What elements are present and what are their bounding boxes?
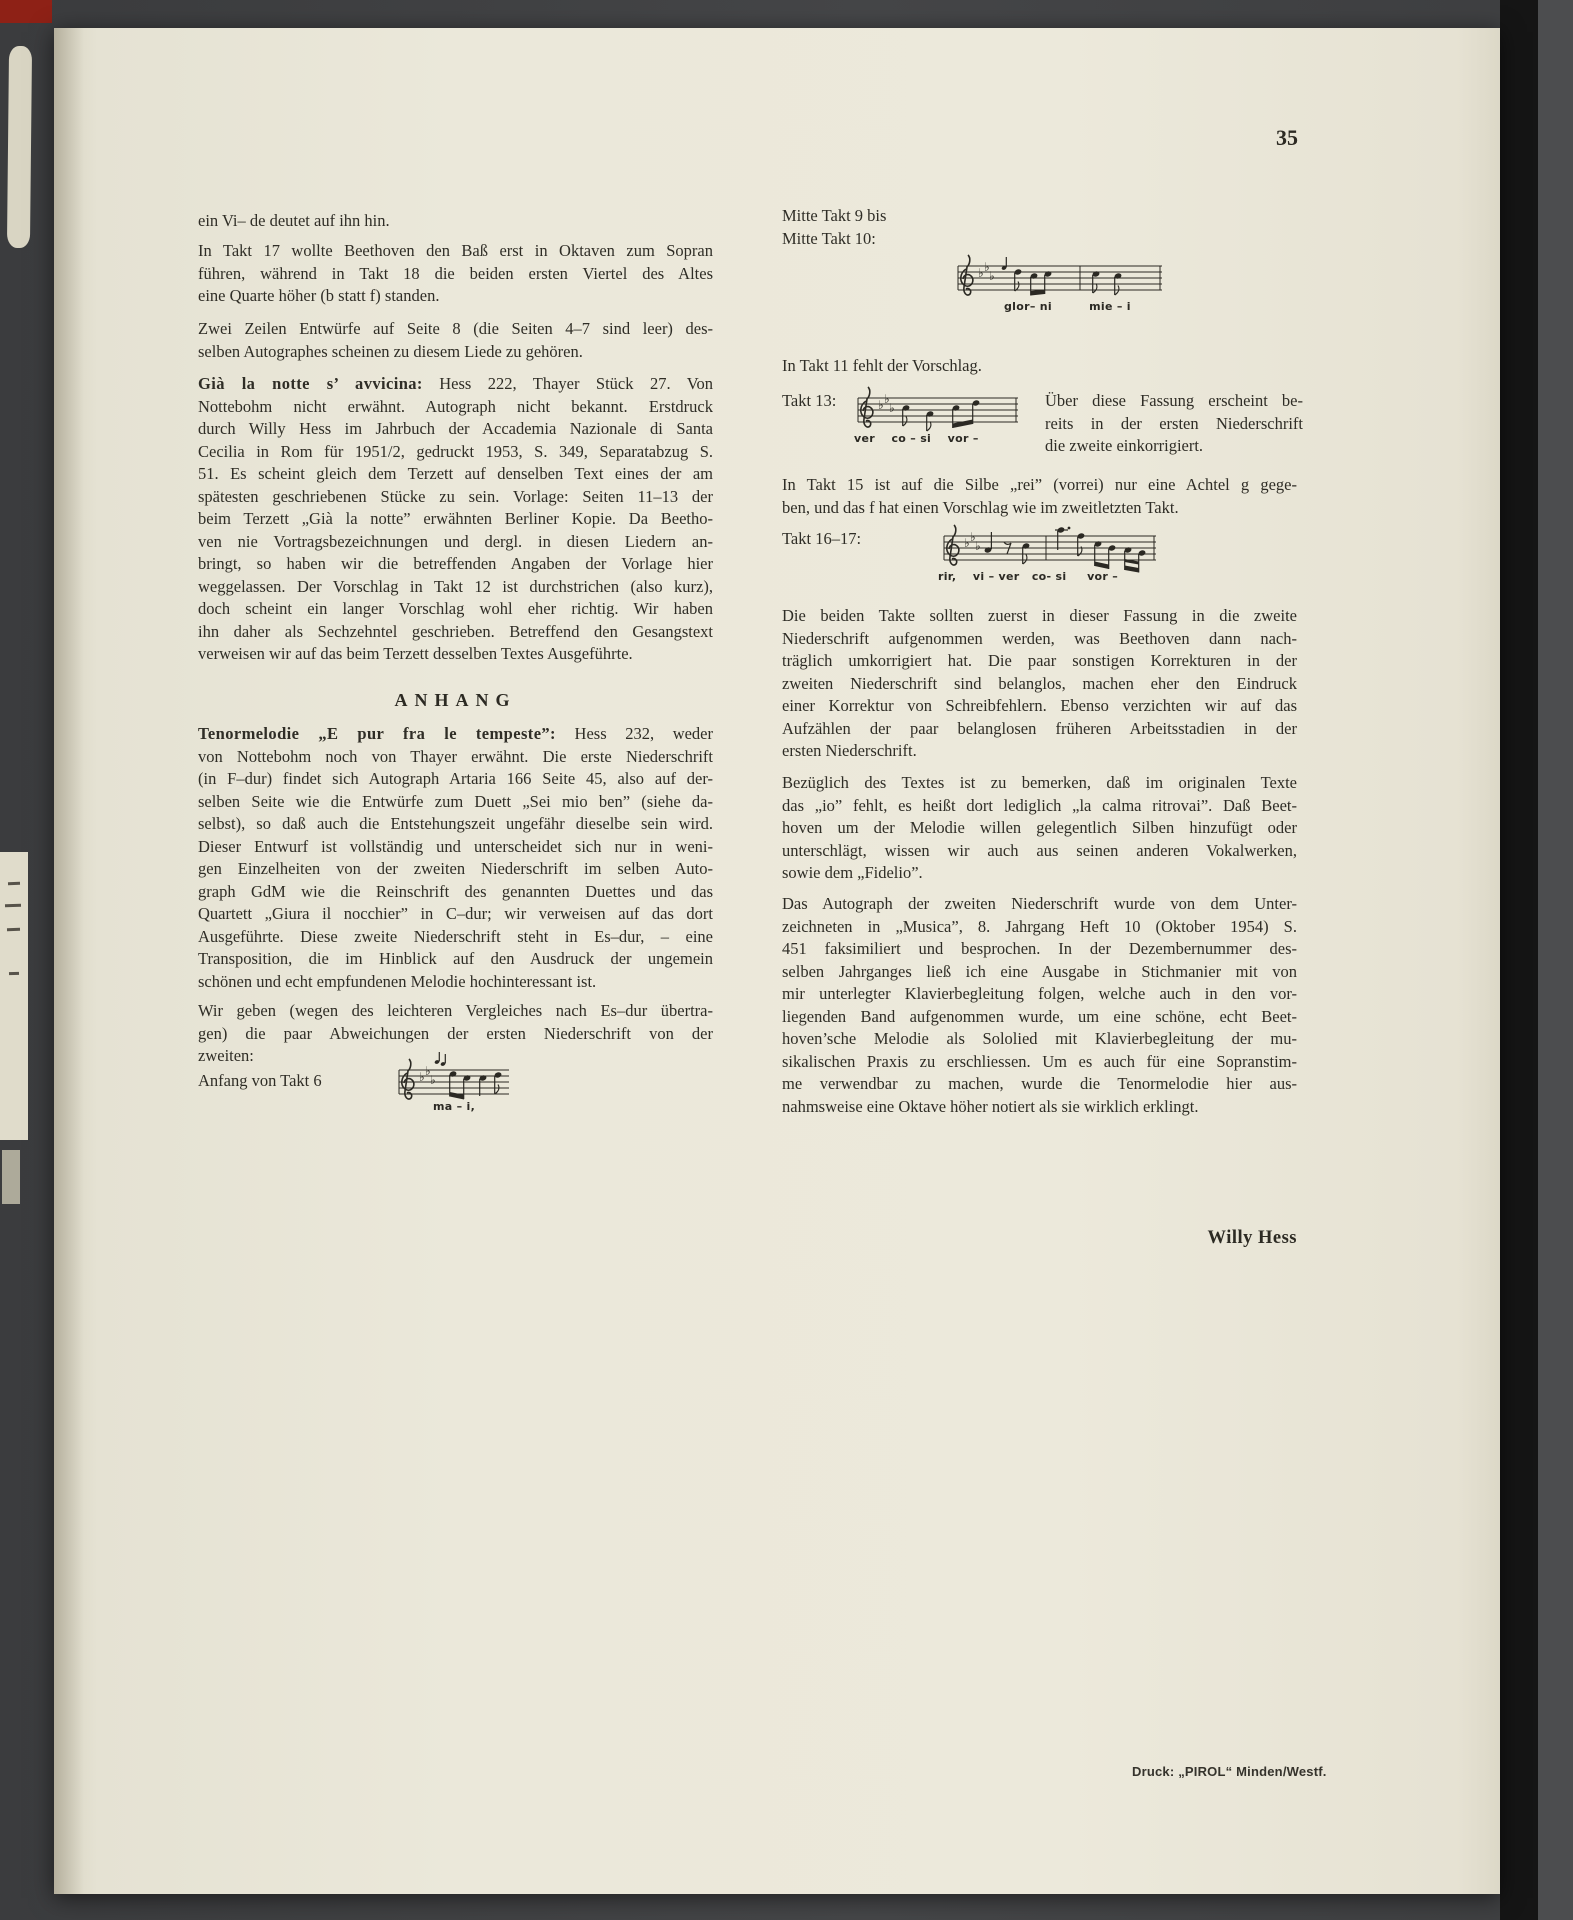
text-line: schönen und echt empfundenen Melodie hochinteressant ist. xyxy=(198,971,597,991)
key-signature-flats xyxy=(978,260,995,283)
text-line: Wir geben (wegen des leichteren Vergleiches nach Es–dur übertra- xyxy=(198,1001,713,1020)
text-line: Zwei Zeilen Entwürfe auf Seite 8 (die Seiten 4–7 sind leer) des- xyxy=(198,319,713,338)
takt9-10-lyrics: glor– ni mie – i xyxy=(1004,300,1131,313)
text-line: gen) die paar Abweichungen der ersten Niederschrift von der xyxy=(198,1023,713,1043)
right-binding-strip xyxy=(1500,0,1538,1920)
text-line: von Nottebohm noch von Thayer erwähnt. Die erste Niederschrift xyxy=(198,746,713,766)
text-line: Ausgeführte. Diese zweite Niederschrift steht in Es–dur, – eine xyxy=(198,926,713,946)
text-line: bringt, so haben wir die betreffenden Angaben der Vorlage hier xyxy=(198,554,713,573)
paragraph-die-beiden-takte xyxy=(782,605,1297,763)
spine-shadow xyxy=(54,28,84,1894)
book-page xyxy=(54,28,1500,1894)
text-line: zeichneten in „Musica”, 8. Jahrgang Heft 10 (Oktober 1954) S. xyxy=(782,916,1297,936)
page-edge-sliver-marked xyxy=(0,852,28,1140)
text-line: beim Terzett „Già la notte” erwähnten Berliner Kopie. Da Beetho- xyxy=(198,509,713,528)
treble-clef-icon xyxy=(947,525,959,565)
text-line: graph GdM wie die Reinschrift des genannten Duettes und das xyxy=(198,881,713,901)
text-line: Niederschrift aufgenommen werden, was Beethoven dann nach- xyxy=(782,628,1297,648)
text-line: sikalischen Praxis zu erschliessen. Um es auch für eine Sopranstim- xyxy=(782,1051,1297,1071)
paragraph-tenormelodie xyxy=(198,723,713,993)
text-line: (in F–dur) findet sich Autograph Artaria 166 Seite 45, also auf der- xyxy=(198,769,713,788)
text-line: hoven um der Melodie willen gelegentlich Silben hinzufügt oder xyxy=(782,818,1297,837)
takt16-17-lyrics: rir, vi – ver co- si vor – xyxy=(938,570,1119,583)
print-through-mark xyxy=(9,972,19,975)
text-line: ein Vi– de deutet auf ihn hin. xyxy=(198,211,390,230)
text-line: Das Autograph der zweiten Niederschrift wurde von dem Unter- xyxy=(782,894,1297,913)
text-line: In Takt 17 wollte Beethoven den Baß erst in Oktaven zum Sopran xyxy=(198,241,713,260)
author-signature: Willy Hess xyxy=(1207,1228,1297,1248)
text-line: Mitte Takt 9 bis xyxy=(782,206,887,225)
treble-clef-icon xyxy=(961,255,973,295)
text-line: Quartett „Giura il nocchier” in C–dur; wir verweisen auf das dort xyxy=(198,904,713,923)
text-line: Mitte Takt 10: xyxy=(782,228,876,248)
text-line: Transposition, die im Hinblick auf den Ausdruck der ungemein xyxy=(198,949,713,968)
text-line: liegenden Band aufgenommen wurde, um eine schöne, echt Beet- xyxy=(782,1006,1297,1026)
text-line: 51. Es scheint gleich dem Terzett auf denselben Text eines der am xyxy=(198,464,713,483)
takt13-label: Takt 13: xyxy=(782,391,837,410)
takt13-lyrics: ver co – si vor – xyxy=(854,432,979,445)
key-signature-flats xyxy=(419,1064,436,1087)
text-line: ersten Niederschrift. xyxy=(782,741,917,760)
text-line: Tenormelodie „E pur fra le tempeste”: Hess 232, weder xyxy=(198,724,714,743)
text-line: zweiten: xyxy=(198,1046,254,1065)
text-line: das „io” fehlt, es heißt dort lediglich „la calma ritrovai”. Daß Beet- xyxy=(782,795,1297,815)
paragraph-takt17 xyxy=(198,240,713,308)
text-line: selben Seite wie die Entwürfe zum Duett „Sei mio ben” (siehe da- xyxy=(198,791,713,811)
right-bezel xyxy=(1538,0,1573,1920)
paragraph-gia-la-notte xyxy=(198,373,713,666)
takt16-17-label: Takt 16–17: xyxy=(782,529,862,548)
text-line: Aufzählen der paar belanglosen früheren Arbeitsstadien in der xyxy=(782,718,1297,738)
text-line: zweiten Niederschrift sind belanglos, machen eher den Eindruck xyxy=(782,673,1297,693)
text-line: verweisen wir auf das beim Terzett desselben Textes Ausgeführte. xyxy=(198,644,633,663)
print-through-mark xyxy=(5,904,21,908)
paragraph-vi-de xyxy=(198,210,713,233)
text-line: In Takt 15 ist auf die Silbe „rei” (vorrei) nur eine Achtel g gege- xyxy=(782,475,1297,494)
text-line: nahmsweise eine Oktave höher notiert als sie wirklich erklingt. xyxy=(782,1096,1199,1116)
text-line: sowie dem „Fidelio”. xyxy=(782,863,923,882)
text-line: selben Autographes scheinen zu diesem Liede zu gehören. xyxy=(198,341,583,361)
text-line: Dieser Entwurf ist vollständig und unterscheidet sich nur in weni- xyxy=(198,836,713,856)
takt6-label: Anfang von Takt 6 xyxy=(198,1071,322,1090)
printer-note: Druck: „PIROL“ Minden/Westf. xyxy=(1132,1764,1327,1779)
text-line: weggelassen. Der Vorschlag in Takt 12 ist durchstrichen (also kurz), xyxy=(198,576,713,596)
page-number: 35 xyxy=(1276,125,1298,150)
text-line: In Takt 11 fehlt der Vorschlag. xyxy=(782,356,982,375)
text-line: hoven’sche Melodie als Sololied mit Klavierbegleitung der mu- xyxy=(782,1029,1297,1048)
treble-clef-icon xyxy=(402,1059,414,1099)
text-line: die zweite einkorrigiert. xyxy=(1045,436,1204,455)
treble-clef-icon xyxy=(861,387,873,427)
text-line: einer Korrektur von Schreibfehlern. Ebenso verzichten wir auf das xyxy=(782,696,1297,715)
key-signature-flats xyxy=(964,530,981,553)
page-edge-sliver xyxy=(2,1150,20,1204)
paragraph-das-autograph xyxy=(782,893,1297,1118)
text-line: Über diese Fassung erscheint be- xyxy=(1045,391,1303,410)
takt13-side-note xyxy=(1045,390,1303,458)
text-line: ven nie Vortragsbezeichnungen und dergl. in diesen Liedern an- xyxy=(198,531,713,551)
paragraph-takt15 xyxy=(782,474,1297,519)
print-through-mark xyxy=(8,882,20,885)
text-line: Nottebohm nicht erwähnt. Autograph nicht bekannt. Erstdruck xyxy=(198,396,713,416)
text-line: doch scheint ein langer Vorschlag wohl eher richtig. Wir haben xyxy=(198,599,713,618)
text-line: spätesten geschriebenen Stücke zu sein. Vorlage: Seiten 11–13 der xyxy=(198,486,713,506)
takt6-lyrics: ma – i, xyxy=(433,1100,476,1113)
text-line: ben, und das f hat einen Vorschlag wie im zweitletzten Takt. xyxy=(782,497,1179,517)
text-line: me verwendbar zu machen, wurde die Tenormelodie hier aus- xyxy=(782,1074,1297,1093)
key-signature-flats xyxy=(878,392,895,415)
red-binding-corner xyxy=(0,0,52,23)
paragraph-bezueglich xyxy=(782,772,1297,885)
text-line: Già la notte s’ avvicina: Hess 222, Thayer Stück 27. Von xyxy=(198,374,713,393)
text-line: führen, während in Takt 18 die beiden ersten Viertel des Altes xyxy=(198,263,713,283)
text-line: reits in der ersten Niederschrift xyxy=(1045,413,1303,433)
text-line: durch Willy Hess im Jahrbuch der Accademia Nazionale di Santa xyxy=(198,419,713,438)
text-line: Die beiden Takte sollten zuerst in dieser Fassung in die zweite xyxy=(782,606,1297,625)
text-line: selben Jahrganges ließ ich eine Ausgabe in Stichmanier mit von xyxy=(782,961,1297,981)
mitte-takt-label xyxy=(782,205,1297,250)
text-line: unterschlägt, wissen wir auch aus seinen anderen Vokalwerken, xyxy=(782,840,1297,860)
page-edge-sliver xyxy=(7,46,32,248)
text-line: Bezüglich des Textes ist zu bemerken, daß im originalen Texte xyxy=(782,773,1297,792)
print-through-mark xyxy=(7,928,20,931)
paragraph-zwei-zeilen xyxy=(198,318,713,363)
text-line: selbst), so daß auch die Entstehungszeit ungefähr dieselbe sein wird. xyxy=(198,814,713,833)
text-line: mir unterlegter Klavierbegleitung folgen, welche auch in den vor- xyxy=(782,984,1297,1003)
text-line: 451 faksimiliert und besprochen. In der Dezembernummer des- xyxy=(782,939,1297,958)
text-line: Cecilia in Rom für 1951/2, gedruckt 1953, S. 349, Separatabzug S. xyxy=(198,441,713,461)
text-line: träglich umkorrigiert hat. Die paar sonstigen Korrekturen in der xyxy=(782,651,1297,670)
anhang-heading: ANHANG xyxy=(394,690,517,710)
text-line: gen Einzelheiten von der zweiten Niederschrift im selben Auto- xyxy=(198,859,713,878)
text-line: eine Quarte höher (b statt f) standen. xyxy=(198,286,440,305)
text-line: ihn daher als Sechzehntel geschrieben. Betreffend den Gesangstext xyxy=(198,621,713,641)
paragraph-takt11 xyxy=(782,355,1297,378)
